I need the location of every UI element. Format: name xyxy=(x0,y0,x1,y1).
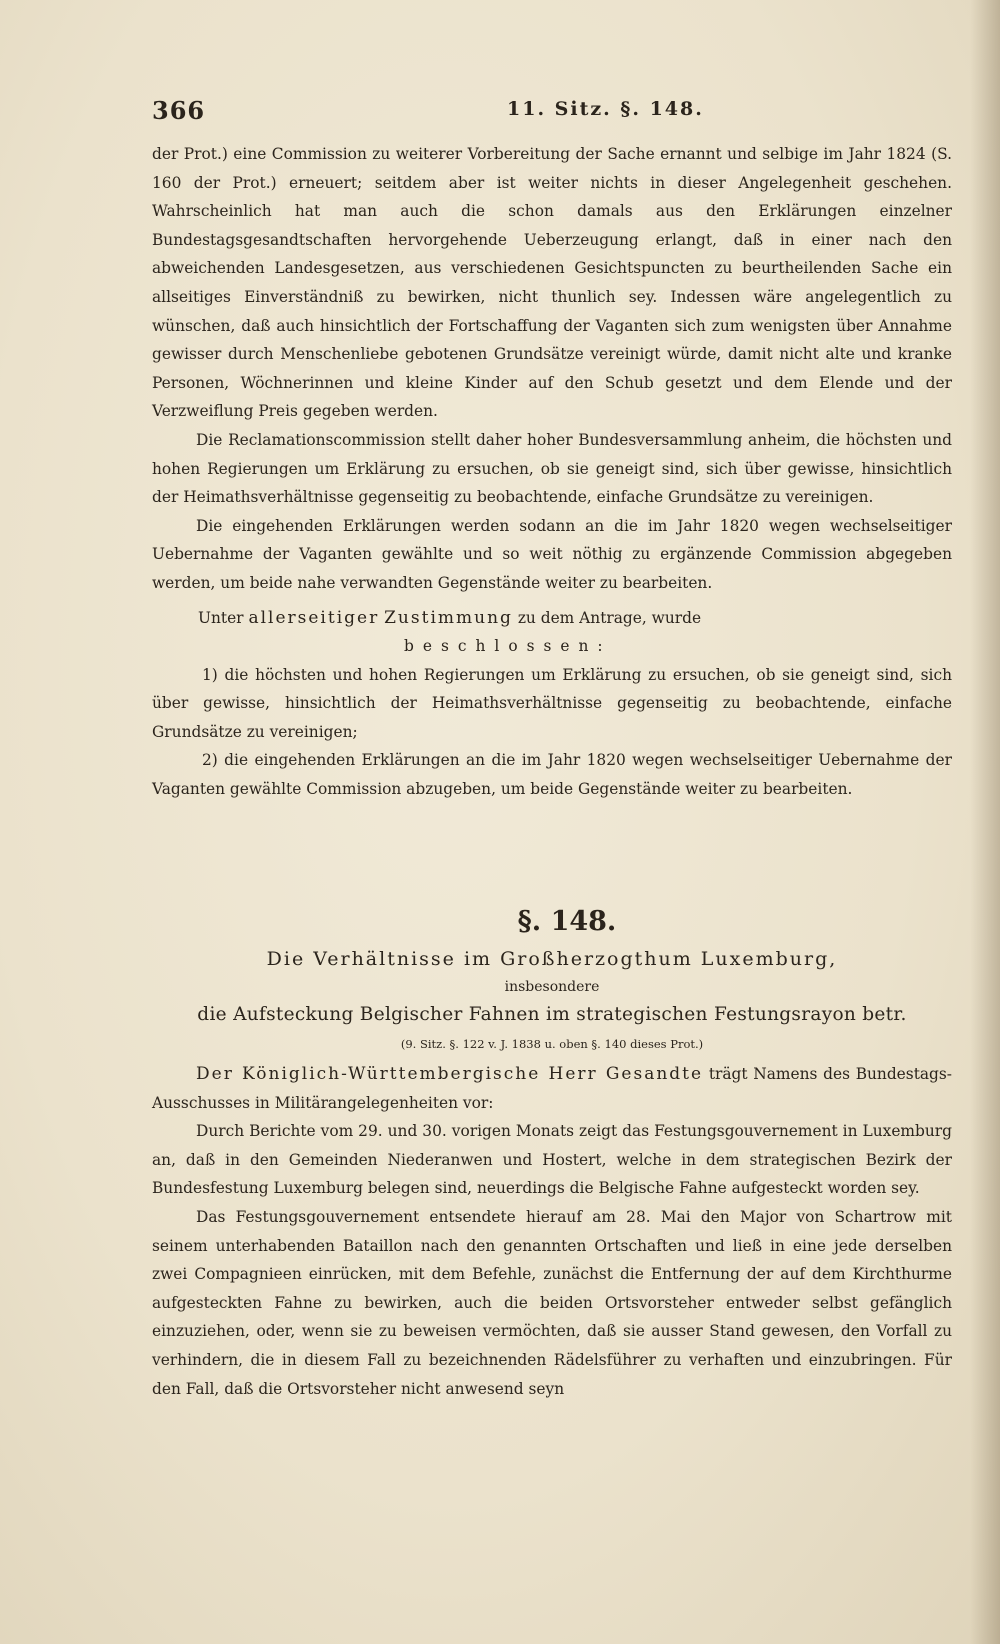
resolution-intro-spaced-2: Zustimmung xyxy=(384,607,513,628)
resolution-beschlossen: beschlossen: xyxy=(404,637,612,656)
section-title-subject: die Aufsteckung Belgischer Fahnen im strategischen Festungsrayon betr. xyxy=(197,1004,907,1025)
section-paragraph: Das Festungsgouvernement entsendete hierauf am 28. Mai den Major von Schartrow mit seinem unterhabenden Bataillon nach den genannten Ortschaften und ließ in eine jede derselben zwei Compagnieen einrücken, mit dem Befehle, zunächst die Entfernung der auf dem Kirchthurme aufgesteckten Fahne zu bewirken, auch die beiden Ortsvorsteher entweder selbst gefänglich einzuziehen, oder, wenn sie zu beweisen vermöchten, daß sie ausser Stand gewesen, den Vorfall zu verhindern, die in diesem Fall zu bezeichnenden Rädelsführer zu verhaften und einzubringen. Für den Fall, daß die Ortsvorsteher nicht anwesend seyn xyxy=(152,1207,952,1398)
section-subtitle: insbesondere xyxy=(504,979,600,995)
running-head: 11. Sitz. §. 148. xyxy=(507,98,704,120)
section-title: Die Verhältnisse im Großherzogthum Luxemburg, xyxy=(266,948,838,970)
resolution-item: 1) die höchsten und hohen Regierungen um Erklärung zu ersuchen, ob sie geneigt sind, sich über gewisse, hinsichtlich der Heimathsverhältnisse gegenseitig zu beobachtende, einfache Grundsätze zu vereinigen; xyxy=(152,665,952,741)
section-reference: (9. Sitz. §. 122 v. J. 1838 u. oben §. 140 dieses Prot.) xyxy=(400,1037,704,1051)
speaker-paragraph xyxy=(152,1060,952,1117)
resolution-intro-spaced-1: allerseitiger xyxy=(248,607,380,628)
page-header xyxy=(152,96,952,132)
section-paragraph: Durch Berichte vom 29. und 30. vorigen Monats zeigt das Festungsgouvernement in Luxemburg an, daß in den Gemeinden Niederanwen und Hostert, welche in dem strategischen Bezirk der Bundesfestung Luxemburg belegen sind, neuerdings die Belgische Fahne aufgesteckt worden sey. xyxy=(152,1122,952,1198)
resolution-intro-after: zu dem Antrage, wurde xyxy=(517,608,702,627)
resolution-item: 2) die eingehenden Erklärungen an die im Jahr 1820 wegen wechselseitiger Uebernahme der Vaganten gewählte Commission abzugeben, um beide Gegenstände weiter zu bearbeiten. xyxy=(152,751,952,799)
section-148 xyxy=(152,900,952,1403)
paragraph-declarations: Die eingehenden Erklärungen werden sodann an die im Jahr 1820 wegen wechselseitiger Uebernahme der Vaganten gewählte und so weit nöthig zu ergänzende Commission abgegeben werden, um beide nahe verwandten Gegenstände weiter zu bearbeiten. xyxy=(152,516,952,592)
page-number: 366 xyxy=(152,96,206,125)
body-text xyxy=(152,140,952,804)
resolution-intro xyxy=(152,604,952,633)
paragraph-commission-proposal: Die Reclamationscommission stellt daher hoher Bundesversammlung anheim, die höchsten und hohen Regierungen um Erklärung zu ersuchen, ob sie geneigt sind, sich über gewisse, hinsichtlich der Heimathsverhältnisse gegenseitig zu beobachtende, einfache Grundsätze zu vereinigen. xyxy=(152,430,952,507)
page-edge-shadow xyxy=(970,0,1000,1644)
speaker-rest: trägt Namens des Bundestags-Ausschusses in Militärangelegenheiten vor: xyxy=(152,1065,952,1112)
speaker-name: Der Königlich-Württembergische Herr Gesandte xyxy=(196,1064,704,1084)
section-body xyxy=(152,1060,952,1403)
section-number: §. 148. xyxy=(517,906,617,937)
paragraph-continuation: der Prot.) eine Commission zu weiterer Vorbereitung der Sache ernannt und selbige im Jahr 1824 (S. 160 der Prot.) erneuert; seitdem aber ist weiter nichts in dieser Angelegenheit geschehen. Wahrscheinlich hat man auch die schon damals aus den Erklärungen einzelner Bundestagsgesandtschaften hervorgehende Ueberzeugung erlangt, daß in einer nach den abweichenden Landesgesetzen, aus verschiedenen Gesichtspuncten zu beurtheilenden Sache ein allseitiges Einverständniß zu bewirken, nicht thunlich sey. Indessen wäre angelegentlich zu wünschen, daß auch hinsichtlich der Fortschaffung der Vaganten sich zum wenigsten über Annahme gewisser durch Menschenliebe gebotenen Grundsätze vereinigt würde, damit nicht alte und kranke Personen, Wöchnerinnen und kleine Kinder auf den Schub gesetzt und dem Elende und der Verzweiflung Preis gegeben werden. xyxy=(152,145,952,421)
resolution-intro-before: Unter xyxy=(198,608,244,627)
